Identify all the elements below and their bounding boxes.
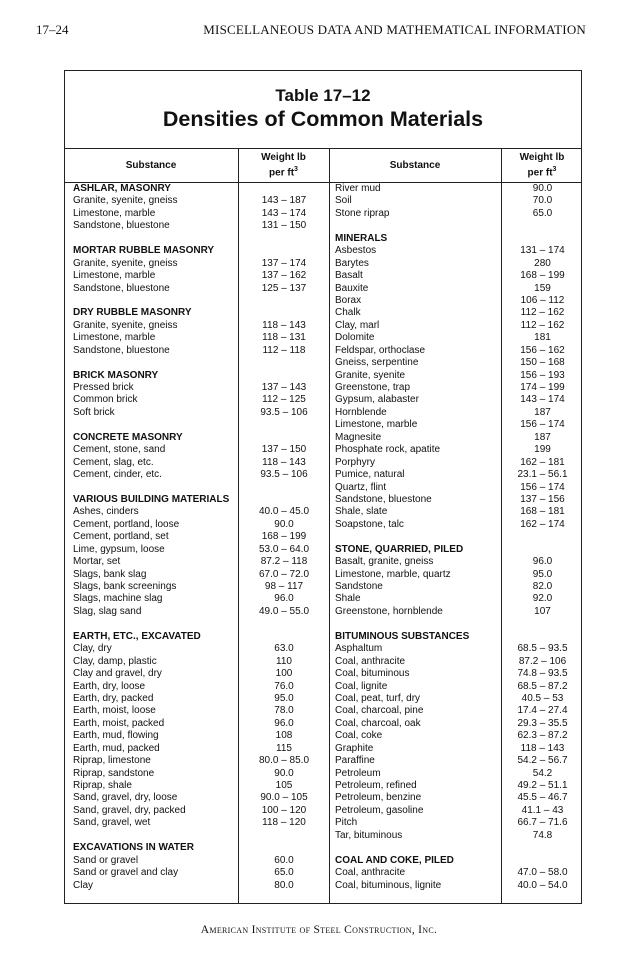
table-title-area [65,71,581,148]
section-heading: DRY RUBBLE MASONRY [73,307,192,319]
weight-value: 112 – 162 [520,319,565,331]
weight-value [239,432,329,444]
weight-value: 92.0 [532,593,553,605]
substance-name: Riprap, sandstone [73,767,155,779]
weight-value: 62.3 – 87.2 [517,730,568,742]
substance-name: Petroleum, benzine [335,792,422,804]
substance-name: Coal, bituminous [335,668,410,680]
section-heading: MORTAR RUBBLE MASONRY [73,245,215,257]
substance-name: Barytes [335,257,369,269]
weight-value: 74.8 [532,829,553,841]
weight-value: 29.3 – 35.5 [517,717,568,729]
weight-value: 90.0 [274,767,294,779]
substance-name: Gypsum, alabaster [335,394,419,406]
weight-value: 100 [275,668,293,680]
substance-name: Granite, syenite, gneiss [73,319,178,331]
weight-value: 174 – 199 [520,382,565,393]
weight-value [239,370,329,382]
weight-value: 112 – 125 [262,394,306,406]
column-header-row [65,148,581,183]
substance-name: Soft brick [73,406,115,418]
substance-name: Sand or gravel [73,854,139,866]
table-frame [64,70,582,904]
substance-name: Limestone, marble [73,270,156,282]
blank-row [73,830,235,842]
weight-value: 60.0 [274,854,294,866]
substance-name: Sand, gravel, dry, loose [73,792,178,804]
weight-value: 156 – 174 [520,419,565,431]
weight-value [239,830,329,842]
section-heading: EARTH, ETC., EXCAVATED [73,630,201,642]
page-number: 17–24 [36,22,69,37]
weight-value: 118 – 143 [262,456,306,468]
weight-value: 95.0 [532,568,553,580]
weight-value [239,482,329,494]
substance-name: Gneiss, serpentine [335,357,419,369]
weight-value: 156 – 162 [520,344,565,356]
blank-row [335,531,499,543]
blank-row [335,618,499,630]
weight-value: 49.0 – 55.0 [258,605,310,617]
weight-value: 187 [534,431,551,443]
substance-name: Paraffine [335,755,375,767]
substance-name: Sandstone, bluestone [73,344,170,356]
substance-name: Clay, dry [73,643,112,655]
substance-name: Common brick [73,394,138,406]
weight-value: 150 – 168 [520,357,565,369]
substance-name: Porphyry [335,456,376,468]
weight-value: 87.2 – 106 [518,655,567,667]
substance-name: Coal, lignite [335,680,388,692]
weight-value [502,531,583,543]
section-heading: ASHLAR, MASONRY [73,183,171,194]
weight-value [239,618,329,630]
table-number: Table 17–12 [275,86,371,105]
weight-value: 63.0 [274,643,294,655]
right-substance-column [335,183,499,892]
weight-value: 110 [276,655,292,667]
header-weight-right-line1: Weight lb [519,151,565,163]
section-heading: COAL AND COKE, PILED [335,854,454,866]
substance-name: Slags, bank screenings [73,581,177,592]
weight-value: 105 [275,780,293,791]
weight-value: 168 – 181 [520,506,565,518]
weight-value: 137 – 174 [261,257,307,269]
weight-value: 156 – 193 [520,369,565,381]
substance-name: Slags, bank slag [73,568,147,580]
weight-value: 54.2 [532,767,553,779]
substance-name: Earth, moist, loose [73,705,156,717]
header-weight-left [238,149,329,182]
substance-name: Granite, syenite, gneiss [73,195,178,207]
section-heading: EXCAVATIONS IN WATER [73,842,194,854]
weight-value: 168 – 199 [520,270,565,282]
substance-name: Granite, syenite [335,369,406,381]
weight-value: 98 – 117 [264,581,304,592]
substance-name: Earth, mud, flowing [73,730,159,742]
substance-name: Cement, slag, etc. [73,456,154,468]
weight-value [502,855,583,867]
left-substance-column [73,183,235,892]
weight-value: 118 – 143 [262,319,306,331]
weight-value [502,618,583,630]
weight-value: 95.0 [274,692,294,704]
substance-name: Riprap, limestone [73,755,151,767]
substance-name: Coal, anthracite [335,867,406,879]
substance-name: Coal, coke [335,730,383,742]
substance-name: Pumice, natural [335,469,405,481]
substance-name: Sand, gravel, dry, packed [73,804,186,816]
weight-value: 137 – 150 [261,444,307,456]
weight-value: 115 [276,742,292,754]
substance-name: Dolomite [335,332,375,344]
substance-name: Soapstone, talc [335,518,404,530]
substance-name: Limestone, marble [335,419,418,431]
header-substance-right [330,149,500,182]
weight-value: 93.5 – 106 [260,406,308,418]
substance-name: Stone riprap [335,207,390,219]
substance-name: Basalt [335,270,363,282]
substance-name: Quartz, flint [335,481,387,493]
weight-value [502,544,583,556]
weight-value: 112 – 118 [262,344,306,356]
weight-value: 67.0 – 72.0 [258,568,310,580]
weight-value: 118 – 120 [262,817,306,829]
weight-value [239,842,329,854]
weight-value: 70.0 [532,195,553,207]
section-heading: CONCRETE MASONRY [73,431,183,443]
weight-value: 90.0 [532,183,553,194]
header-substance-right-label: Substance [389,159,441,171]
weight-value [239,357,329,369]
weight-value [239,295,329,307]
weight-value [239,183,329,195]
weight-value: 80.0 – 85.0 [258,755,310,767]
weight-value: 156 – 174 [520,481,565,493]
substance-name: Sandstone, bluestone [335,493,432,505]
weight-value: 162 – 181 [520,456,565,468]
weight-value: 76.0 [274,680,294,692]
substance-name: Graphite [335,742,374,754]
substance-name: Riprap, shale [73,780,132,791]
weight-value: 87.2 – 118 [260,556,308,568]
weight-value: 68.5 – 87.2 [517,680,568,692]
substance-name: Coal, peat, turf, dry [335,692,421,704]
substance-name: Coal, bituminous, lignite [335,879,442,891]
substance-name: Greenstone, trap [335,382,411,393]
weight-value: 168 – 199 [261,531,307,543]
weight-value [502,842,583,854]
weight-value: 45.5 – 46.7 [517,792,568,804]
substance-name: Bauxite [335,282,369,294]
weight-value: 78.0 [274,705,294,717]
header-weight-left-line2: per $ft^3$ [269,165,298,179]
substance-name: Earth, moist, packed [73,717,165,729]
blank-row [73,482,235,494]
weight-value: 137 – 156 [520,493,565,505]
weight-value: 40.5 – 53 [521,692,564,704]
blank-row [73,357,235,369]
weight-value: 181 [534,332,551,344]
substance-name: Phosphate rock, apatite [335,444,441,456]
substance-name: Clay and gravel, dry [73,668,162,680]
running-title: MISCELLANEOUS DATA AND MATHEMATICAL INFORMATION [203,22,586,37]
substance-name: Borax [335,294,362,306]
substance-name: Clay, damp, plastic [73,655,157,667]
substance-name: Coal, charcoal, pine [335,705,424,717]
page-header [36,22,586,38]
substance-name: River mud [335,183,381,194]
substance-name: Sandstone [335,581,383,592]
weight-value: 93.5 – 106 [260,469,308,481]
weight-value: 23.1 – 56.1 [517,469,568,481]
header-substance-left [65,149,237,182]
substance-name: Shale [335,593,361,605]
weight-value [239,233,329,245]
substance-name: Asphaltum [335,643,383,655]
right-weight-column [502,183,583,892]
weight-value: 125 – 137 [261,282,307,294]
substance-name: Sand, gravel, wet [73,817,151,829]
substance-name: Slags, machine slag [73,593,163,605]
section-heading: STONE, QUARRIED, PILED [335,543,464,555]
blank-row [73,419,235,431]
weight-value [502,631,583,643]
weight-value: 90.0 [274,518,294,530]
substance-name: Clay, marl [335,319,380,331]
weight-value [239,494,329,506]
substance-name: Earth, dry, packed [73,692,154,704]
weight-value: 107 [534,605,551,617]
weight-value: 162 – 174 [520,518,565,530]
section-heading: BRICK MASONRY [73,369,159,381]
blank-row [335,220,499,232]
substance-name: Sandstone, bluestone [73,220,170,232]
weight-value: 106 – 112 [520,294,565,306]
substance-name: Clay [73,879,94,891]
weight-value: 108 [275,730,293,742]
weight-value: 53.0 – 64.0 [258,543,310,555]
weight-value: 82.0 [532,581,553,592]
blank-row [73,295,235,307]
header-weight-right-line2: per $ft^3$ [527,165,557,179]
weight-value [239,245,329,257]
section-heading: MINERALS [335,232,388,244]
blank-row [73,618,235,630]
substance-name: Limestone, marble, quartz [335,568,451,580]
weight-value [239,307,329,319]
substance-name: Petroleum, refined [335,780,417,791]
substance-name: Limestone, marble [73,332,156,344]
weight-value: 68.5 – 93.5 [517,643,568,655]
weight-value: 118 – 143 [520,742,565,754]
substance-name: Shale, slate [335,506,388,518]
weight-value [239,631,329,643]
substance-name: Petroleum [335,767,381,779]
weight-value: 66.7 – 71.6 [517,817,568,829]
substance-name: Lime, gypsum, loose [73,543,165,555]
weight-value: 54.2 – 56.7 [517,755,568,767]
weight-value: 143 – 174 [261,207,307,219]
substance-name: Cement, portland, set [73,531,169,543]
substance-name: Mortar, set [73,556,121,568]
weight-value [502,233,583,245]
substance-name: Tar, bituminous [335,829,403,841]
weight-value: 47.0 – 58.0 [517,867,568,879]
page-footer: American Institute of Steel Construction, Inc. [200,924,438,936]
blank-row [335,842,499,854]
substance-name: Cement, stone, sand [73,444,166,456]
weight-value: 80.0 [274,879,294,891]
substance-name: Slag, slag sand [73,605,142,617]
weight-value: 199 [534,444,551,456]
substance-name: Hornblende [335,406,387,418]
weight-value: 96.0 [274,593,294,605]
header-weight-left-line1: Weight lb [261,151,306,163]
substance-name: Soil [335,195,352,207]
weight-value: 143 – 187 [261,195,307,207]
weight-value: 143 – 174 [520,394,565,406]
weight-value: 96.0 [532,556,553,568]
weight-value: 118 – 131 [262,332,306,344]
substance-name: Coal, charcoal, oak [335,717,421,729]
weight-value: 40.0 – 45.0 [258,506,310,518]
substance-name: Sand or gravel and clay [73,867,179,879]
left-weight-column [239,183,329,892]
substance-name: Greenstone, hornblende [335,605,443,617]
weight-value: 74.8 – 93.5 [517,668,568,680]
substance-name: Feldspar, orthoclase [335,344,426,356]
substance-name: Asbestos [335,245,377,257]
weight-value: 137 – 162 [261,270,307,282]
weight-value: 49.2 – 51.1 [517,780,568,791]
weight-value: 131 – 150 [261,220,307,232]
weight-value: 137 – 143 [261,382,307,393]
header-substance-left-label: Substance [125,159,177,171]
section-heading: VARIOUS BUILDING MATERIALS [73,493,230,505]
substance-name: Pressed brick [73,382,134,393]
header-weight-right [501,149,583,182]
weight-value: 65.0 [274,867,294,879]
weight-value: 65.0 [532,207,553,219]
substance-name: Magnesite [335,431,382,443]
substance-name: Basalt, granite, gneiss [335,556,434,568]
substance-name: Cement, cinder, etc. [73,469,162,481]
blank-row [73,233,235,245]
weight-value: 131 – 174 [520,245,565,257]
substance-name: Sandstone, bluestone [73,282,170,294]
substance-name: Petroleum, gasoline [335,804,424,816]
weight-value: 41.1 – 43 [521,804,564,816]
substance-name: Earth, dry, loose [73,680,146,692]
weight-value: 159 [534,282,551,294]
substance-name: Chalk [335,307,361,319]
weight-value [239,419,329,431]
substance-name: Granite, syenite, gneiss [73,257,178,269]
weight-value: 90.0 – 105 [260,792,308,804]
substance-name: Coal, anthracite [335,655,406,667]
weight-value: 187 [534,406,551,418]
weight-value [502,220,583,232]
substance-name: Pitch [335,817,358,829]
substance-name: Cement, portland, loose [73,518,180,530]
substance-name: Earth, mud, packed [73,742,160,754]
substance-name: Limestone, marble [73,207,156,219]
divider-center [329,148,330,903]
weight-value: 40.0 – 54.0 [517,879,568,891]
weight-value: 17.4 – 27.4 [517,705,568,717]
weight-value: 100 – 120 [261,804,307,816]
section-heading: BITUMINOUS SUBSTANCES [335,630,470,642]
table-title: Densities of Common Materials [162,107,484,131]
weight-value: 112 – 162 [520,307,565,319]
substance-name: Ashes, cinders [73,506,139,518]
weight-value: 96.0 [274,717,294,729]
weight-value: 280 [534,257,551,269]
